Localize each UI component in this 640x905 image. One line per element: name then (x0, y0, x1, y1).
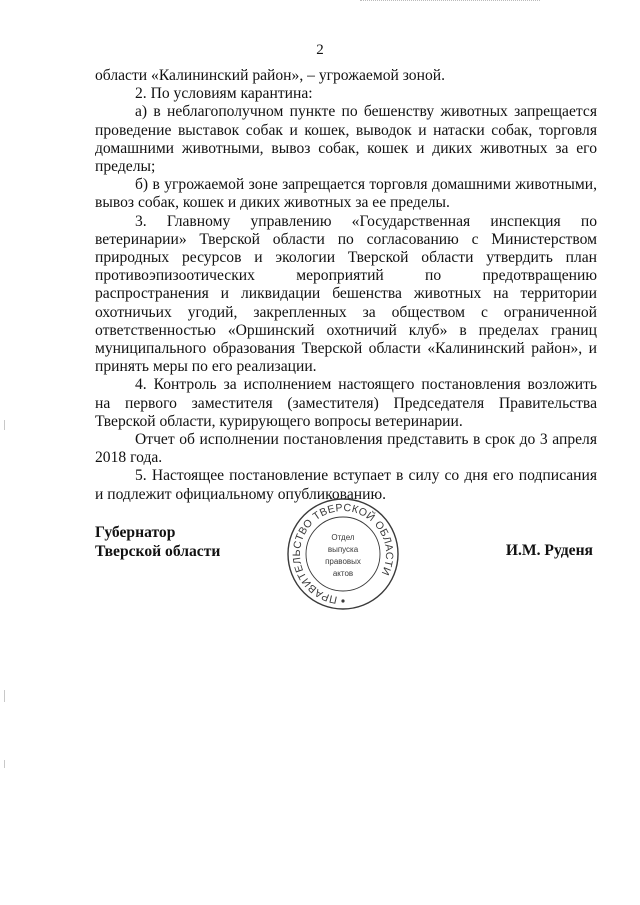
signatory-position (95, 524, 220, 561)
paragraph: 3. Главному управлению «Государственная инспекция по ветеринарии» Тверской области по согласованию с Министерством природных ресурсов и экологии Тверской области утвердить план противоэпизоотических мероприятий по предотвращению распространения и ликвидации бешенства животных на территории охотничьих угодий, закрепленных за обществом с ограниченной ответственностью «Оршинский охотничий клуб» в пределах границ муниципального образования Тверской области «Калининский район», и принять меры по его реализации. (95, 212, 597, 376)
paragraph: 2. По условиям карантина: (135, 85, 313, 103)
paragraph: б) в угрожаемой зоне запрещается торговля домашними животными, вывоз собак, кошек и диких животных за ее пределы. (95, 176, 597, 212)
paragraph: 5. Настоящее постановление вступает в силу со дня его подписания и подлежит официальному опубликованию. (95, 467, 597, 503)
document-body (95, 67, 597, 504)
official-stamp (273, 498, 413, 616)
scan-artifact (4, 420, 5, 430)
signatory-name: И.М. Руденя (505, 542, 593, 559)
paragraph: Отчет об исполнении постановления представить в срок до 3 апреля 2018 года. (95, 431, 597, 467)
page-number: 2 (316, 42, 324, 58)
stamp-line: правовых (325, 557, 361, 566)
stamp-line: выпуска (327, 545, 359, 554)
scan-artifact (4, 690, 5, 702)
stamp-ring-text: ПРАВИТЕЛЬСТВО ТВЕРСКОЙ ОБЛАСТИ (290, 501, 396, 606)
scan-artifact (4, 760, 5, 768)
stamp-line: актов (332, 569, 354, 578)
paragraph: 4. Контроль за исполнением настоящего постановления возложить на первого заместителя (заместителя) Председателя Правительства Тверской области, курирующего вопросы ветеринарии. (95, 376, 597, 430)
paragraph: области «Калининский район», – угрожаемой зоной. (95, 67, 445, 84)
position-line: Тверской области (95, 542, 221, 560)
scan-artifact (360, 0, 540, 7)
stamp-dot (341, 599, 344, 602)
position-line: Губернатор (95, 524, 176, 541)
stamp-line: Отдел (331, 533, 355, 542)
paragraph: а) в неблагополучном пункте по бешенству животных запрещается проведение выставок собак и кошек, выводок и натаски собак, торговля домашними животными, вывоз собак, кошек и диких животных за его пределы; (95, 103, 597, 176)
